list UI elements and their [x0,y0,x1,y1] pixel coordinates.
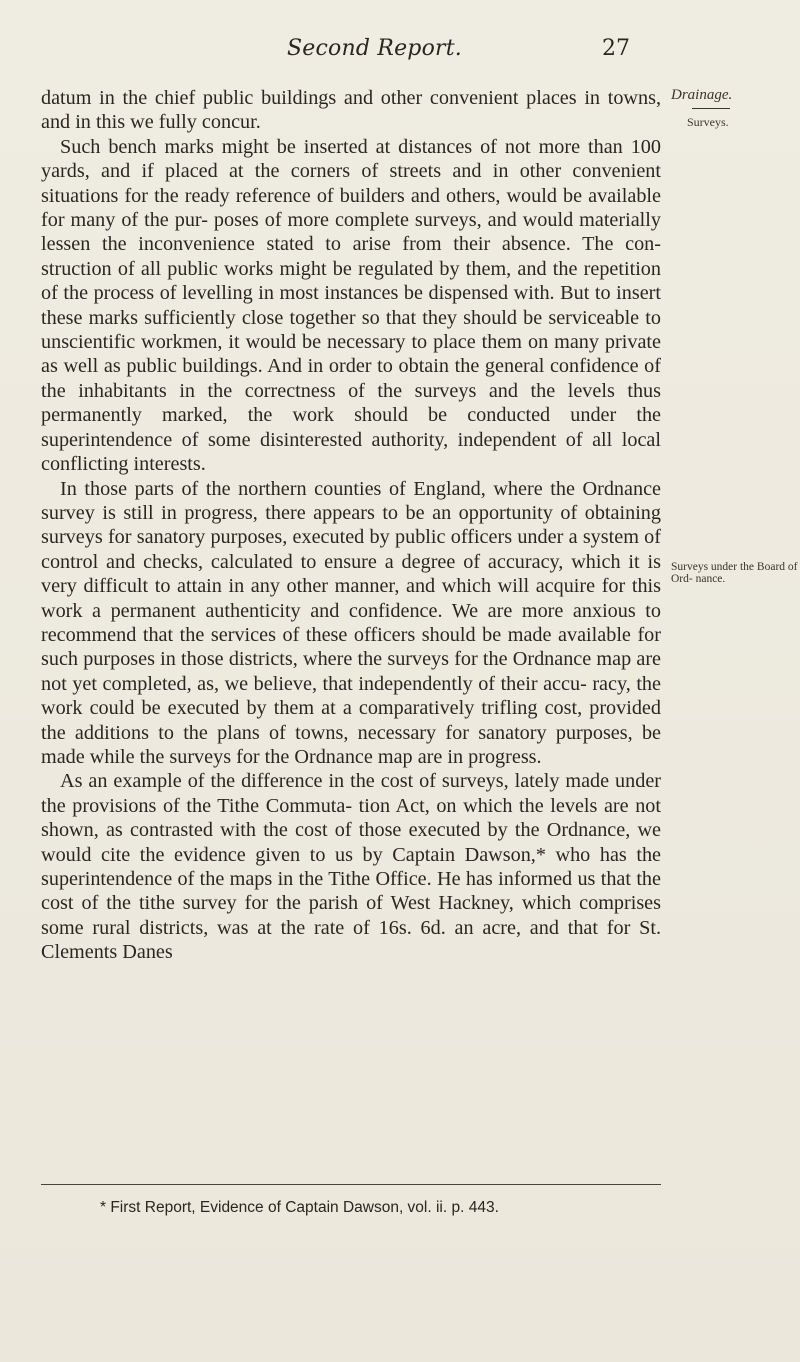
running-head [0,36,800,66]
margin-note-drainage: Drainage. [671,87,733,103]
paragraph: In those parts of the northern counties of England, where the Ordnance survey is still in progress, there appears to be an opportunity of obtaining surveys for sanatory purposes, executed by public officers under a system of control and checks, calculated to ensure a degree of accuracy, which it is very difficult to attain in any other manner, and which will acquire for this work a permanent authenticity and confidence. We are more anxious to recommend that the services of these officers should be made available for such purposes in those districts, where the surveys for the Ordnance map are not yet completed, as, we believe, that independently of their accu- racy, the work could be executed by them at a comparatively trifling cost, provided the additions to the plans of towns, necessary for sanatory purposes, be made while the surveys for the Ordnance map are in progress. [41,477,661,768]
paragraph: datum in the chief public buildings and other convenient places in towns, and in this we fully concur. [41,87,661,134]
page-number: 27 [602,36,630,61]
footnote-rule [41,1184,661,1185]
running-head-title: Second Report. [287,36,462,61]
margin-note-surveys-ordnance: Surveys under the Board of Ord- nance. [671,561,798,585]
body-text [41,86,661,965]
paragraph: As an example of the difference in the cost of surveys, lately made under the provisions of the Tithe Commuta- tion Act, on which the levels are not shown, as contrasted with the cost of those executed by the Ordnance, we would cite the evidence given to us by Captain Dawson,* who has the superintendence of the maps in the Tithe Office. He has informed us that the cost of the tithe survey for the parish of West Hackney, which comprises some rural districts, was at the rate of 16s. 6d. an acre, and that for St. Clements Danes [41,770,661,964]
margin-note-surveys: Surveys. [687,115,729,129]
footnote: * First Report, Evidence of Captain Dawson, vol. ii. p. 443. [100,1199,499,1216]
paragraph: Such bench marks might be inserted at distances of not more than 100 yards, and if placed at the corners of streets and in other convenient situations for the ready reference of builders and others, would be available for many of the pur- poses of more complete surveys, and would materially lessen the inconvenience stated to arise from their absence. The con- struction of all public works might be regulated by them, and the repetition of the process of levelling in most instances be dispensed with. But to insert these marks sufficiently close together so that they should be serviceable to unscientific workmen, it would be necessary to place them on many private as well as public buildings. And in order to obtain the general confidence of the inhabitants in the correctness of the surveys and the levels thus permanently marked, the work should be conducted under the superintendence of some disinterested authority, independent of all local conflicting interests. [41,135,661,476]
margin-note-rule [692,108,730,109]
